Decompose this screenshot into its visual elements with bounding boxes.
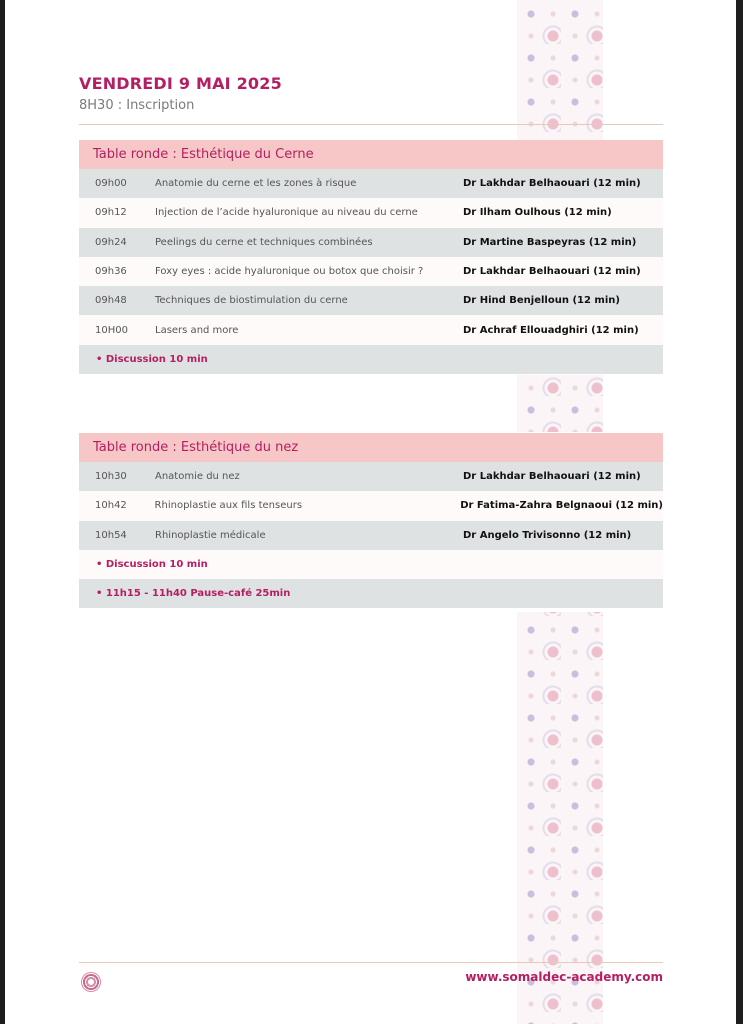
schedule-row xyxy=(79,257,663,286)
website-link[interactable]: www.somaldec-academy.com xyxy=(465,970,663,984)
row-topic: Peelings du cerne et techniques combinées xyxy=(155,236,373,248)
session-nez xyxy=(79,433,663,608)
row-time: 09h24 xyxy=(95,236,127,248)
discussion-row xyxy=(79,550,663,579)
row-time: 09h48 xyxy=(95,295,127,307)
row-time: 10H00 xyxy=(95,324,128,336)
row-speaker: Dr Angelo Trivisonno (12 min) xyxy=(463,529,632,541)
row-speaker: Dr Hind Benjelloun (12 min) xyxy=(463,295,620,307)
schedule-row xyxy=(79,169,663,198)
discussion-note: • Discussion 10 min xyxy=(96,353,208,365)
schedule-row xyxy=(79,462,663,491)
row-speaker: Dr Martine Baspeyras (12 min) xyxy=(463,236,637,248)
row-time: 10h42 xyxy=(95,500,127,512)
header-divider xyxy=(79,124,663,125)
row-topic: Foxy eyes : acide hyaluronique ou botox que choisir ? xyxy=(155,266,424,278)
schedule-row xyxy=(79,228,663,257)
row-time: 09h12 xyxy=(95,207,127,219)
inscription-time: 8H30 : Inscription xyxy=(79,98,195,113)
schedule-row xyxy=(79,521,663,550)
rosette-logo-icon xyxy=(81,972,101,992)
coffee-break-row xyxy=(79,579,663,608)
row-speaker: Dr Lakhdar Belhaouari (12 min) xyxy=(463,178,641,190)
row-time: 10h30 xyxy=(95,471,127,483)
coffee-break-note: • 11h15 - 11h40 Pause-café 25min xyxy=(96,588,291,600)
row-topic: Rhinoplastie aux fils tenseurs xyxy=(154,500,303,512)
row-topic: Techniques de biostimulation du cerne xyxy=(155,295,348,307)
row-topic: Anatomie du nez xyxy=(155,471,240,483)
session-title: Table ronde : Esthétique du Cerne xyxy=(79,140,663,169)
session-title: Table ronde : Esthétique du nez xyxy=(79,433,663,462)
row-speaker: Dr Fatima-Zahra Belgnaoui (12 min) xyxy=(460,500,663,512)
schedule-row xyxy=(79,286,663,315)
schedule-row xyxy=(79,491,663,520)
row-speaker: Dr Achraf Ellouadghiri (12 min) xyxy=(463,324,639,336)
row-time: 09h00 xyxy=(95,178,127,190)
row-topic: Injection de l’acide hyaluronique au niveau du cerne xyxy=(155,207,418,219)
row-speaker: Dr Ilham Oulhous (12 min) xyxy=(463,207,612,219)
row-topic: Anatomie du cerne et les zones à risque xyxy=(155,178,357,190)
row-topic: Lasers and more xyxy=(155,324,239,336)
row-topic: Rhinoplastie médicale xyxy=(155,529,266,541)
discussion-note: • Discussion 10 min xyxy=(96,559,208,571)
day-title: VENDREDI 9 MAI 2025 xyxy=(79,74,282,93)
row-time: 10h54 xyxy=(95,529,127,541)
row-speaker: Dr Lakhdar Belhaouari (12 min) xyxy=(463,266,641,278)
session-cerne xyxy=(79,140,663,374)
discussion-row xyxy=(79,345,663,374)
schedule-row xyxy=(79,198,663,227)
footer-divider xyxy=(79,962,663,963)
schedule-row xyxy=(79,315,663,344)
row-speaker: Dr Lakhdar Belhaouari (12 min) xyxy=(463,471,641,483)
row-time: 09h36 xyxy=(95,266,127,278)
program-page xyxy=(5,0,736,1024)
